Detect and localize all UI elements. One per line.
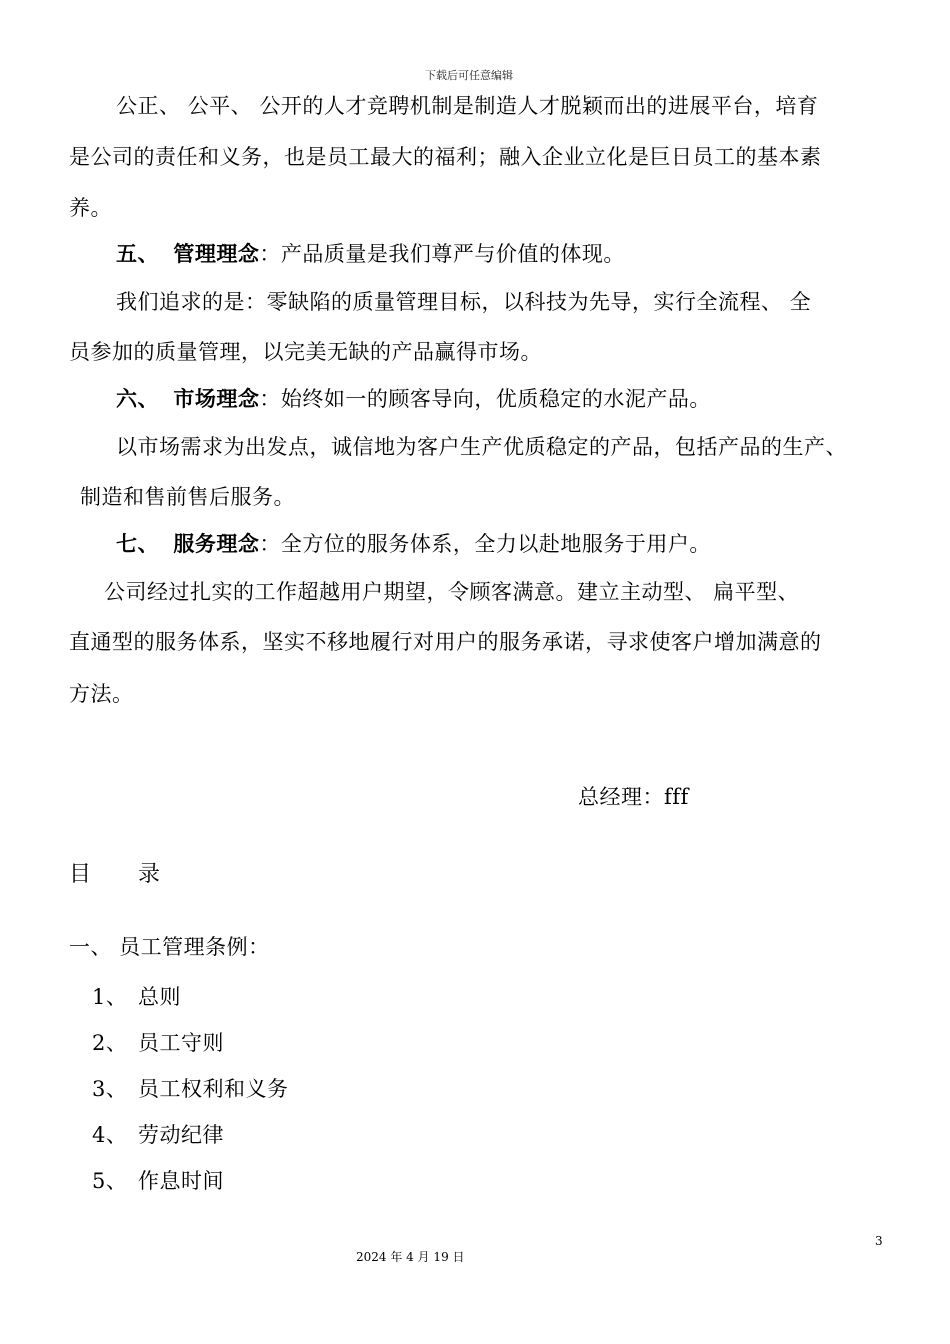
- paragraph-line: 是公司的责任和义务，也是员工最大的福利；融入企业立化是巨日员工的基本素: [69, 145, 822, 169]
- toc-item-number: 3、: [92, 1077, 128, 1101]
- toc-item[interactable]: [92, 1119, 224, 1149]
- toc-item[interactable]: [92, 981, 181, 1011]
- section-text: ：产品质量是我们尊严与价值的体现。: [259, 242, 625, 266]
- toc-item-label: 劳动纪律: [138, 1123, 224, 1147]
- toc-item-number: 5、: [92, 1169, 128, 1193]
- toc-item-number: 1、: [92, 985, 128, 1009]
- toc-heading: 一、 员工管理条例：: [69, 935, 270, 959]
- signature: [578, 781, 689, 811]
- section-text: ：始终如一的顾客导向，优质稳定的水泥产品。: [259, 387, 711, 411]
- paragraph-line: 养。: [69, 196, 112, 220]
- section-text: ：全方位的服务体系，全力以赴地服务于用户。: [259, 532, 711, 556]
- section-title: 市场理念: [173, 387, 260, 411]
- toc-item-label: 作息时间: [138, 1169, 224, 1193]
- section-number: 七、: [116, 532, 159, 556]
- toc-item[interactable]: [92, 1073, 289, 1103]
- toc-item-label: 员工权利和义务: [138, 1077, 289, 1101]
- toc-item[interactable]: [92, 1165, 224, 1195]
- section-number: 六、: [116, 387, 159, 411]
- toc-item-label: 总则: [138, 985, 181, 1009]
- signature-name: fff: [664, 785, 689, 809]
- section-title: 管理理念: [173, 242, 260, 266]
- section-heading-6: [116, 383, 711, 413]
- toc-item-number: 4、: [92, 1123, 128, 1147]
- paragraph-line: 以市场需求为出发点，诚信地为客户生产优质稳定的产品，包括产品的生产、: [116, 435, 847, 459]
- toc-item[interactable]: [92, 1027, 224, 1057]
- page-header: 下载后可任意编辑: [425, 69, 513, 82]
- paragraph-line: 制造和售前售后服务。: [80, 485, 295, 509]
- toc-item-label: 员工守则: [138, 1031, 224, 1055]
- paragraph-line: 直通型的服务体系，坚实不移地履行对用户的服务承诺，寻求使客户增加满意的: [69, 630, 822, 654]
- paragraph-line: 员参加的质量管理，以完美无缺的产品赢得市场。: [69, 340, 542, 364]
- section-number: 五、: [116, 242, 159, 266]
- paragraph-line: 公正、 公平、 公开的人才竞聘机制是制造人才脱颖而出的进展平台，培育: [116, 94, 819, 118]
- section-heading-7: [116, 528, 711, 558]
- footer-date: 2024 年 4 月 19 日: [356, 1250, 465, 1264]
- toc-item-number: 2、: [92, 1031, 128, 1055]
- section-title: 服务理念: [173, 532, 260, 556]
- page-number: 3: [875, 1234, 883, 1248]
- toc-title-char: 录: [138, 862, 161, 887]
- signature-label: 总经理：: [578, 785, 664, 809]
- paragraph-line: 我们追求的是：零缺陷的质量管理目标，以科技为先导，实行全流程、 全: [116, 290, 812, 314]
- paragraph-line: 方法。: [69, 682, 134, 706]
- section-heading-5: [116, 238, 625, 268]
- paragraph-line: 公司经过扎实的工作超越用户期望，令顾客满意。建立主动型、 扁平型、: [104, 580, 800, 604]
- toc-title-char: 目: [69, 862, 92, 887]
